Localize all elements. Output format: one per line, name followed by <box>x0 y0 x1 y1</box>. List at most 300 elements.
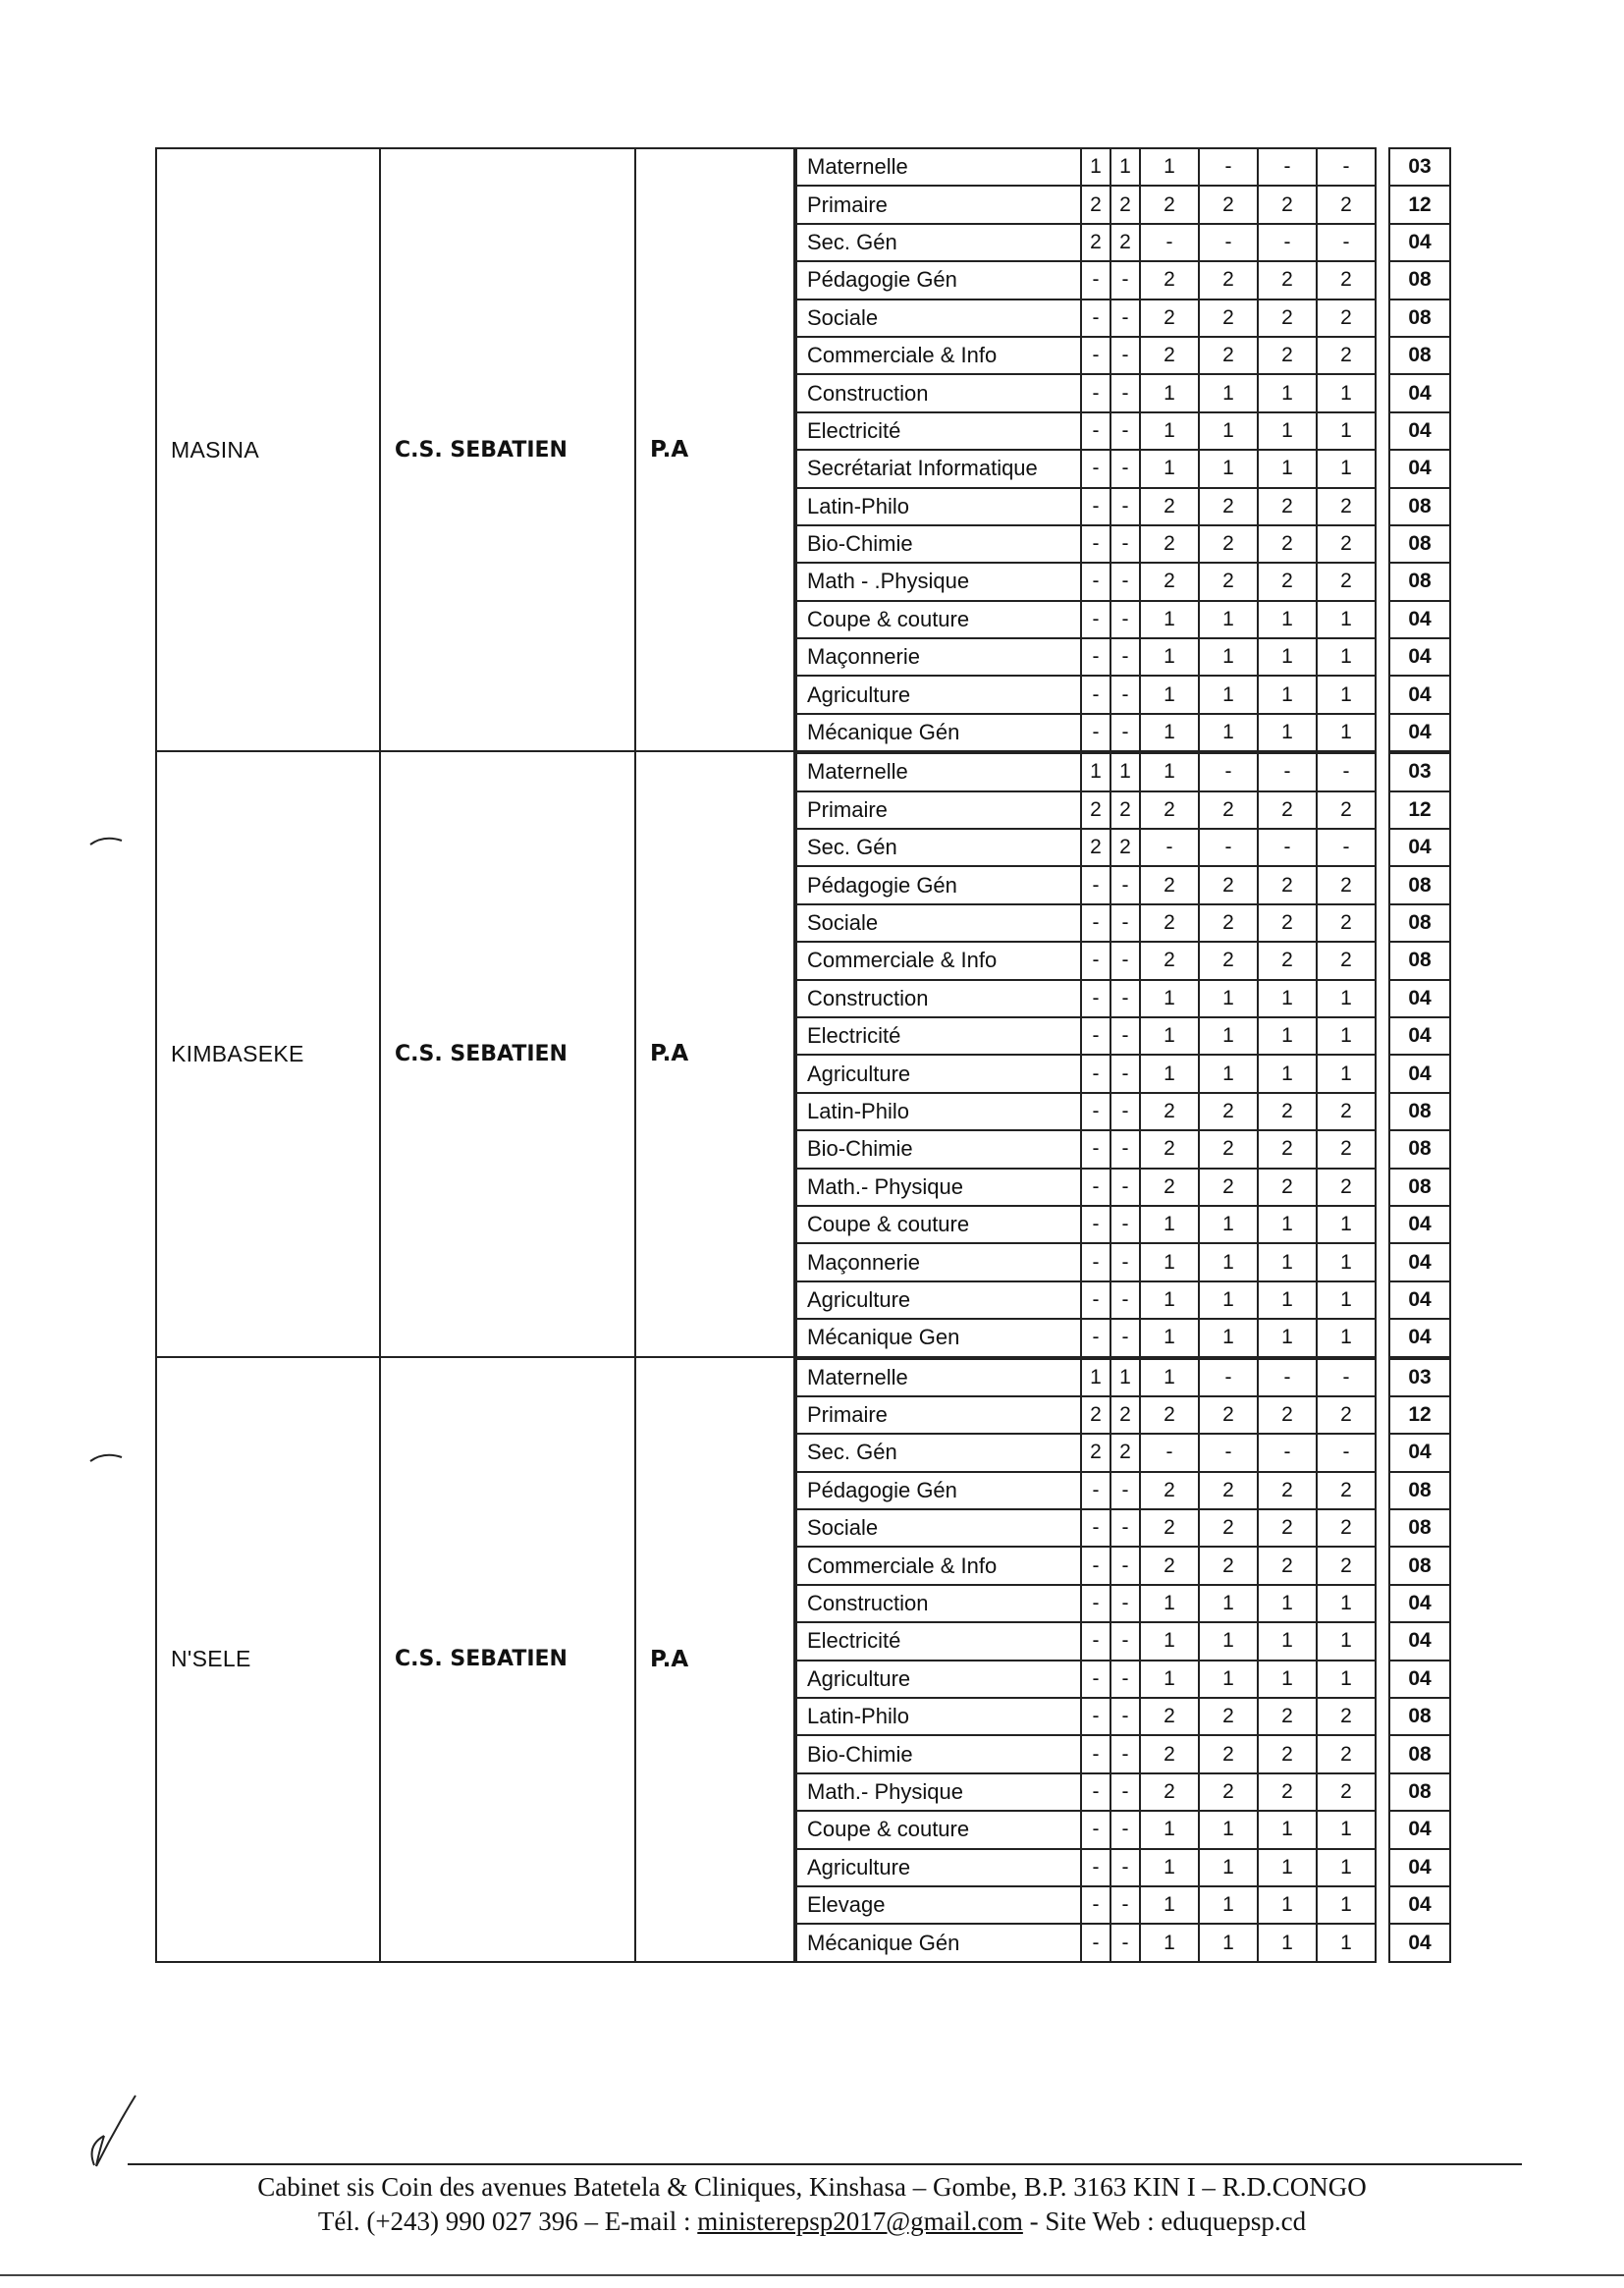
class-count: - <box>1081 866 1110 903</box>
class-count: 2 <box>1258 488 1317 525</box>
option-name: Bio-Chimie <box>796 1735 1081 1772</box>
margin-tick-mark <box>86 1449 126 1465</box>
class-count: 2 <box>1258 791 1317 829</box>
option-name: Math.- Physique <box>796 1169 1081 1206</box>
column-gap <box>1376 337 1389 374</box>
class-count: 1 <box>1140 714 1199 751</box>
class-count: - <box>1317 829 1376 866</box>
class-count: 2 <box>1258 1509 1317 1547</box>
class-count: 2 <box>1199 1698 1258 1735</box>
class-count: 1 <box>1317 1206 1376 1243</box>
total-count: 08 <box>1389 1472 1450 1509</box>
total-count: 04 <box>1389 980 1450 1017</box>
class-count: 2 <box>1317 1169 1376 1206</box>
class-count: 2 <box>1199 563 1258 600</box>
class-count: 2 <box>1110 829 1140 866</box>
table-row <box>796 412 1450 450</box>
column-gap <box>1376 488 1389 525</box>
class-count: 2 <box>1258 1547 1317 1584</box>
class-count: 1 <box>1140 1849 1199 1886</box>
class-count: 2 <box>1317 186 1376 223</box>
commune-block <box>155 1358 1471 1963</box>
class-count: - <box>1081 980 1110 1017</box>
total-count: 03 <box>1389 753 1450 790</box>
class-count: 1 <box>1199 980 1258 1017</box>
class-count: - <box>1258 224 1317 261</box>
total-count: 04 <box>1389 1886 1450 1924</box>
class-count: 2 <box>1199 904 1258 942</box>
total-count: 04 <box>1389 1585 1450 1622</box>
class-count: - <box>1110 714 1140 751</box>
class-count: - <box>1140 1434 1199 1471</box>
commune-info <box>155 147 795 752</box>
class-count: 2 <box>1140 1773 1199 1811</box>
class-count: - <box>1081 300 1110 337</box>
class-count: - <box>1081 374 1110 411</box>
class-count: 2 <box>1140 1472 1199 1509</box>
class-count: 2 <box>1258 1130 1317 1168</box>
column-gap <box>1376 412 1389 450</box>
school-type: P.A <box>636 149 795 750</box>
class-count: - <box>1081 1319 1110 1356</box>
table-row <box>796 1281 1450 1319</box>
total-count: 08 <box>1389 1735 1450 1772</box>
class-count: - <box>1081 1472 1110 1509</box>
table-row <box>796 186 1450 223</box>
option-name: Mécanique Gen <box>796 1319 1081 1356</box>
class-count: - <box>1110 904 1140 942</box>
column-gap <box>1376 1547 1389 1584</box>
class-count: - <box>1110 1206 1140 1243</box>
class-count: 2 <box>1140 1130 1199 1168</box>
class-count: - <box>1110 1773 1140 1811</box>
total-count: 03 <box>1389 1359 1450 1396</box>
class-count: - <box>1110 563 1140 600</box>
class-count: 2 <box>1317 942 1376 979</box>
class-count: 1 <box>1140 1206 1199 1243</box>
class-count: - <box>1110 374 1140 411</box>
class-count: 1 <box>1110 753 1140 790</box>
class-count: 1 <box>1317 1622 1376 1660</box>
column-gap <box>1376 450 1389 487</box>
table-row <box>796 1017 1450 1055</box>
school-name: C.S. SEBATIEN <box>381 149 636 750</box>
option-name: Construction <box>796 980 1081 1017</box>
total-count: 04 <box>1389 1434 1450 1471</box>
class-count: - <box>1081 337 1110 374</box>
class-count: 1 <box>1140 638 1199 676</box>
class-count: 2 <box>1258 1698 1317 1735</box>
column-gap <box>1376 1359 1389 1396</box>
class-count: 2 <box>1317 1396 1376 1434</box>
table-row <box>796 1319 1450 1356</box>
class-count: 2 <box>1317 261 1376 299</box>
option-name: Electricité <box>796 412 1081 450</box>
column-gap <box>1376 1886 1389 1924</box>
table-row <box>796 374 1450 411</box>
table-row <box>796 1773 1450 1811</box>
class-count: - <box>1110 1924 1140 1961</box>
footer <box>0 2170 1624 2239</box>
class-count: 2 <box>1258 1093 1317 1130</box>
class-count: - <box>1081 261 1110 299</box>
total-count: 04 <box>1389 1849 1450 1886</box>
class-count: 1 <box>1258 1811 1317 1848</box>
class-count: - <box>1110 1585 1140 1622</box>
class-count: 1 <box>1258 714 1317 751</box>
column-gap <box>1376 1206 1389 1243</box>
class-count: 1 <box>1081 753 1110 790</box>
column-gap <box>1376 866 1389 903</box>
table-row <box>796 300 1450 337</box>
option-name: Commerciale & Info <box>796 1547 1081 1584</box>
option-name: Construction <box>796 1585 1081 1622</box>
class-count: - <box>1081 1924 1110 1961</box>
class-count: 2 <box>1110 791 1140 829</box>
total-count: 03 <box>1389 148 1450 186</box>
total-count: 08 <box>1389 488 1450 525</box>
class-count: 2 <box>1317 1773 1376 1811</box>
class-count: 2 <box>1140 1698 1199 1735</box>
option-name: Maçonnerie <box>796 1243 1081 1280</box>
table-row <box>796 148 1450 186</box>
class-count: 2 <box>1199 1169 1258 1206</box>
class-count: 1 <box>1199 1849 1258 1886</box>
class-count: 2 <box>1110 224 1140 261</box>
class-count: - <box>1110 1698 1140 1735</box>
column-gap <box>1376 1243 1389 1280</box>
class-count: 1 <box>1317 1886 1376 1924</box>
option-name: Primaire <box>796 791 1081 829</box>
school-name: C.S. SEBATIEN <box>381 752 636 1355</box>
total-count: 04 <box>1389 1017 1450 1055</box>
class-count: 2 <box>1199 488 1258 525</box>
option-name: Math.- Physique <box>796 1773 1081 1811</box>
handwritten-initial <box>84 2092 143 2170</box>
class-count: 2 <box>1317 300 1376 337</box>
class-count: 2 <box>1140 1093 1199 1130</box>
total-count: 04 <box>1389 374 1450 411</box>
column-gap <box>1376 601 1389 638</box>
option-name: Latin-Philo <box>796 488 1081 525</box>
option-name: Latin-Philo <box>796 1093 1081 1130</box>
class-count: - <box>1110 1319 1140 1356</box>
table-row <box>796 676 1450 713</box>
class-count: - <box>1110 1055 1140 1092</box>
class-count: - <box>1081 1130 1110 1168</box>
class-count: - <box>1081 1055 1110 1092</box>
class-count: - <box>1258 148 1317 186</box>
total-count: 08 <box>1389 1773 1450 1811</box>
commune-block <box>155 147 1471 752</box>
class-count: - <box>1081 1169 1110 1206</box>
class-count: 1 <box>1199 1924 1258 1961</box>
table-row <box>796 1359 1450 1396</box>
class-count: 1 <box>1140 450 1199 487</box>
total-count: 08 <box>1389 942 1450 979</box>
class-count: 2 <box>1258 525 1317 563</box>
class-count: 1 <box>1199 1811 1258 1848</box>
class-count: 1 <box>1199 601 1258 638</box>
class-count: - <box>1110 525 1140 563</box>
option-name: Agriculture <box>796 1661 1081 1698</box>
class-count: - <box>1110 1281 1140 1319</box>
class-count: 1 <box>1140 1622 1199 1660</box>
footer-email-link[interactable]: ministerepsp2017@gmail.com <box>697 2206 1023 2236</box>
class-count: 1 <box>1258 450 1317 487</box>
option-name: Sociale <box>796 904 1081 942</box>
class-count: - <box>1081 1886 1110 1924</box>
class-count: 1 <box>1317 1319 1376 1356</box>
class-count: 1 <box>1258 980 1317 1017</box>
table-row <box>796 1243 1450 1280</box>
class-count: 2 <box>1140 1396 1199 1434</box>
column-gap <box>1376 1735 1389 1772</box>
option-name: Construction <box>796 374 1081 411</box>
class-count: 1 <box>1140 1017 1199 1055</box>
table-row <box>796 1093 1450 1130</box>
class-count: - <box>1110 1735 1140 1772</box>
class-count: 1 <box>1199 638 1258 676</box>
table-row <box>796 791 1450 829</box>
class-count: - <box>1081 488 1110 525</box>
table-row <box>796 1434 1450 1471</box>
total-count: 08 <box>1389 1547 1450 1584</box>
total-count: 04 <box>1389 1811 1450 1848</box>
class-count: 1 <box>1258 374 1317 411</box>
class-count: - <box>1110 1849 1140 1886</box>
table-row <box>796 942 1450 979</box>
column-gap <box>1376 1773 1389 1811</box>
total-count: 04 <box>1389 450 1450 487</box>
column-gap <box>1376 1169 1389 1206</box>
column-gap <box>1376 1093 1389 1130</box>
class-count: - <box>1081 412 1110 450</box>
table-row <box>796 1396 1450 1434</box>
class-count: 1 <box>1199 1055 1258 1092</box>
class-count: 1 <box>1258 1055 1317 1092</box>
column-gap <box>1376 563 1389 600</box>
class-count: 2 <box>1081 1396 1110 1434</box>
class-count: 1 <box>1140 980 1199 1017</box>
column-gap <box>1376 1698 1389 1735</box>
column-gap <box>1376 1319 1389 1356</box>
class-count: 1 <box>1140 1811 1199 1848</box>
class-count: - <box>1110 1886 1140 1924</box>
class-count: 1 <box>1258 1017 1317 1055</box>
class-count: - <box>1081 714 1110 751</box>
class-count: 2 <box>1317 1698 1376 1735</box>
class-count: - <box>1317 148 1376 186</box>
class-count: 2 <box>1317 791 1376 829</box>
column-gap <box>1376 1924 1389 1961</box>
class-count: - <box>1110 601 1140 638</box>
table-row <box>796 1622 1450 1660</box>
table-row <box>796 337 1450 374</box>
class-count: - <box>1110 942 1140 979</box>
class-count: 1 <box>1258 1622 1317 1660</box>
class-count: 2 <box>1317 1735 1376 1772</box>
class-count: 2 <box>1140 791 1199 829</box>
class-count: 1 <box>1317 1281 1376 1319</box>
class-count: 1 <box>1317 412 1376 450</box>
column-gap <box>1376 942 1389 979</box>
table-row <box>796 1585 1450 1622</box>
option-name: Pédagogie Gén <box>796 261 1081 299</box>
class-count: 1 <box>1317 1924 1376 1961</box>
column-gap <box>1376 904 1389 942</box>
school-type: P.A <box>636 752 795 1355</box>
class-count: 1 <box>1199 374 1258 411</box>
class-count: 2 <box>1081 224 1110 261</box>
class-count: - <box>1081 1773 1110 1811</box>
total-count: 04 <box>1389 1622 1450 1660</box>
option-name: Coupe & couture <box>796 1811 1081 1848</box>
class-count: 1 <box>1140 1319 1199 1356</box>
table-row <box>796 1811 1450 1848</box>
option-name: Elevage <box>796 1886 1081 1924</box>
class-count: 2 <box>1258 1169 1317 1206</box>
options-table <box>795 147 1451 752</box>
column-gap <box>1376 1396 1389 1434</box>
class-count: - <box>1110 1243 1140 1280</box>
class-count: 1 <box>1258 1849 1317 1886</box>
table-row <box>796 1735 1450 1772</box>
class-count: - <box>1081 1281 1110 1319</box>
class-count: 1 <box>1258 1886 1317 1924</box>
class-count: - <box>1081 1206 1110 1243</box>
option-name: Sec. Gén <box>796 224 1081 261</box>
table-row <box>796 829 1450 866</box>
class-count: - <box>1317 224 1376 261</box>
total-count: 08 <box>1389 1169 1450 1206</box>
column-gap <box>1376 714 1389 751</box>
class-count: 1 <box>1140 1661 1199 1698</box>
class-count: 2 <box>1140 1509 1199 1547</box>
class-count: 2 <box>1317 337 1376 374</box>
class-count: - <box>1081 904 1110 942</box>
class-count: 2 <box>1199 1472 1258 1509</box>
class-count: 1 <box>1258 1924 1317 1961</box>
class-count: - <box>1199 1359 1258 1396</box>
class-count: 1 <box>1140 148 1199 186</box>
class-count: 2 <box>1258 337 1317 374</box>
class-count: 2 <box>1258 1735 1317 1772</box>
table-row <box>796 1509 1450 1547</box>
class-count: 1 <box>1258 601 1317 638</box>
class-count: 2 <box>1258 866 1317 903</box>
class-count: - <box>1317 753 1376 790</box>
class-count: 1 <box>1317 1055 1376 1092</box>
table-row <box>796 1169 1450 1206</box>
class-count: - <box>1110 1169 1140 1206</box>
class-count: 2 <box>1317 1130 1376 1168</box>
class-count: 2 <box>1140 186 1199 223</box>
class-count: 1 <box>1140 1281 1199 1319</box>
option-name: Bio-Chimie <box>796 1130 1081 1168</box>
class-count: 2 <box>1110 1396 1140 1434</box>
column-gap <box>1376 638 1389 676</box>
table-row <box>796 866 1450 903</box>
class-count: 1 <box>1140 374 1199 411</box>
table-row <box>796 904 1450 942</box>
class-count: - <box>1081 676 1110 713</box>
column-gap <box>1376 791 1389 829</box>
schools-table <box>155 147 1471 1963</box>
option-name: Sec. Gén <box>796 1434 1081 1471</box>
class-count: - <box>1258 753 1317 790</box>
class-count: 2 <box>1140 1547 1199 1584</box>
option-name: Bio-Chimie <box>796 525 1081 563</box>
class-count: - <box>1081 1698 1110 1735</box>
class-count: 2 <box>1258 1773 1317 1811</box>
class-count: 2 <box>1140 1735 1199 1772</box>
option-name: Electricité <box>796 1017 1081 1055</box>
footer-rule <box>128 2163 1522 2165</box>
class-count: 1 <box>1199 412 1258 450</box>
class-count: - <box>1081 1243 1110 1280</box>
class-count: - <box>1081 1585 1110 1622</box>
table-row <box>796 1661 1450 1698</box>
class-count: - <box>1110 1093 1140 1130</box>
footer-address: Cabinet sis Coin des avenues Batetela & Cliniques, Kinshasa – Gombe, B.P. 3163 KIN I – R.D.CONGO <box>257 2172 1367 2202</box>
class-count: - <box>1081 1735 1110 1772</box>
class-count: - <box>1258 829 1317 866</box>
class-count: 1 <box>1199 1622 1258 1660</box>
class-count: - <box>1081 638 1110 676</box>
class-count: 2 <box>1199 1509 1258 1547</box>
column-gap <box>1376 753 1389 790</box>
column-gap <box>1376 1055 1389 1092</box>
class-count: 2 <box>1199 337 1258 374</box>
total-count: 04 <box>1389 1055 1450 1092</box>
class-count: 1 <box>1317 1017 1376 1055</box>
column-gap <box>1376 980 1389 1017</box>
class-count: 2 <box>1317 1093 1376 1130</box>
total-count: 12 <box>1389 1396 1450 1434</box>
class-count: 2 <box>1258 904 1317 942</box>
option-name: Latin-Philo <box>796 1698 1081 1735</box>
column-gap <box>1376 525 1389 563</box>
total-count: 08 <box>1389 904 1450 942</box>
class-count: 2 <box>1199 1773 1258 1811</box>
total-count: 04 <box>1389 224 1450 261</box>
class-count: - <box>1081 1622 1110 1660</box>
class-count: - <box>1199 224 1258 261</box>
class-count: - <box>1081 1849 1110 1886</box>
class-count: - <box>1110 866 1140 903</box>
class-count: - <box>1110 300 1140 337</box>
table-row <box>796 1698 1450 1735</box>
class-count: 1 <box>1258 1585 1317 1622</box>
table-row <box>796 1055 1450 1092</box>
option-name: Maternelle <box>796 753 1081 790</box>
class-count: 1 <box>1258 1319 1317 1356</box>
total-count: 04 <box>1389 601 1450 638</box>
class-count: - <box>1110 980 1140 1017</box>
table-row <box>796 1924 1450 1961</box>
class-count: 2 <box>1317 525 1376 563</box>
table-row <box>796 1886 1450 1924</box>
column-gap <box>1376 1661 1389 1698</box>
class-count: 1 <box>1140 1924 1199 1961</box>
option-name: Maternelle <box>796 148 1081 186</box>
total-count: 08 <box>1389 337 1450 374</box>
column-gap <box>1376 1281 1389 1319</box>
class-count: 2 <box>1258 1396 1317 1434</box>
class-count: 1 <box>1140 601 1199 638</box>
class-count: 1 <box>1140 753 1199 790</box>
